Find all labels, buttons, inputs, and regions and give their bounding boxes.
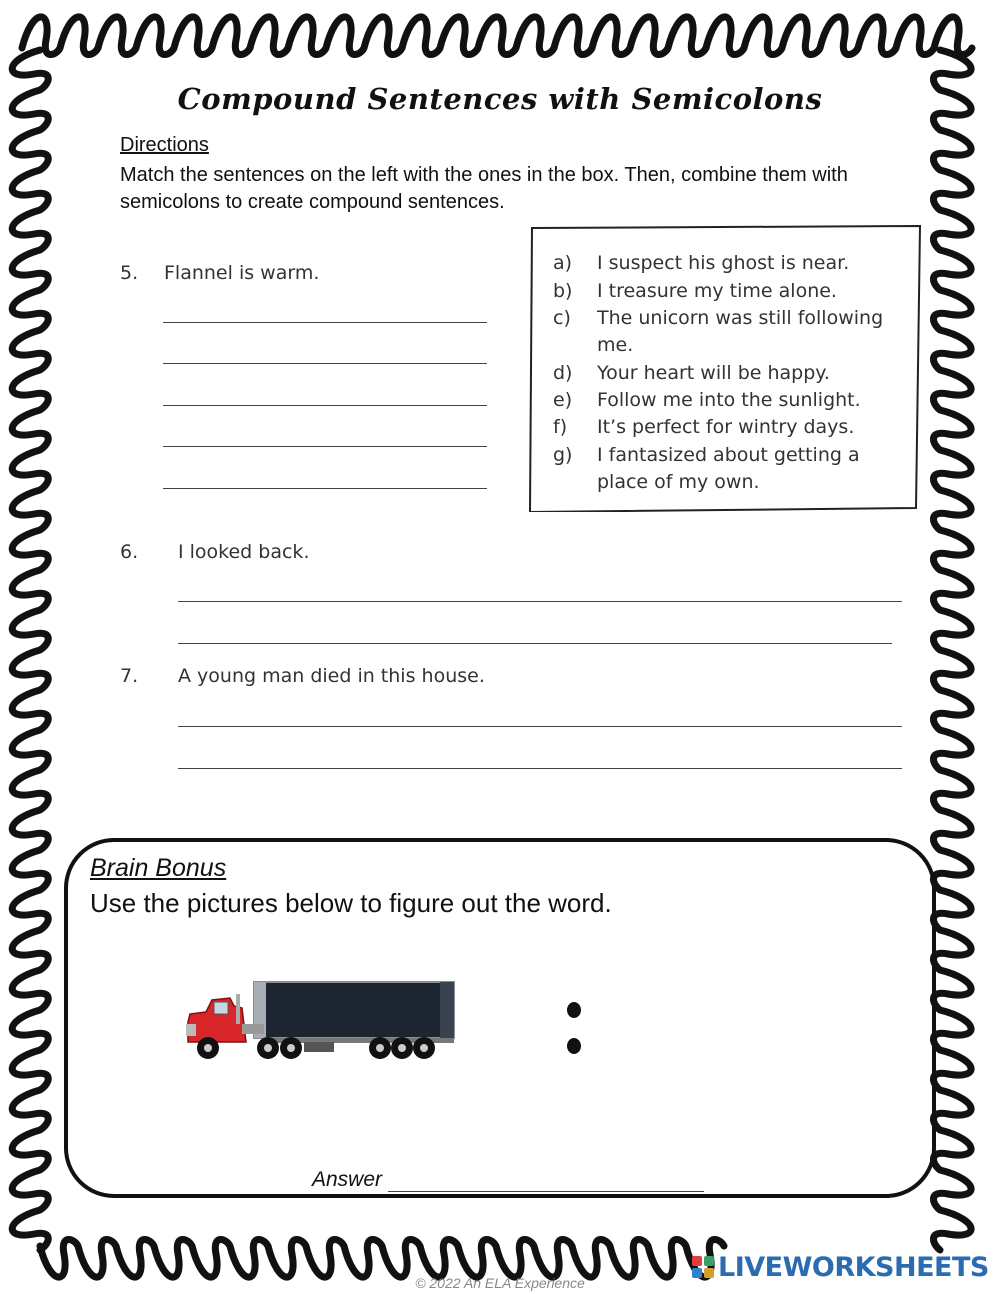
option-e: e) Follow me into the sunlight. bbox=[553, 389, 861, 411]
question-7-text: A young man died in this house. bbox=[178, 665, 485, 687]
option-a: a) I suspect his ghost is near. bbox=[553, 252, 850, 274]
answer-line[interactable] bbox=[163, 446, 487, 447]
question-6-text: I looked back. bbox=[178, 541, 310, 563]
bonus-answer-line[interactable] bbox=[388, 1191, 704, 1192]
colon-picture bbox=[560, 998, 588, 1060]
page-title: Compound Sentences with Semicolons bbox=[177, 82, 823, 116]
option-g-cont: place of my own. bbox=[597, 471, 760, 493]
answer-line[interactable] bbox=[178, 768, 902, 769]
liveworksheets-logo bbox=[692, 1250, 989, 1284]
question-5-number: 5. bbox=[120, 262, 139, 284]
liveworksheets-logo-icon bbox=[692, 1256, 714, 1278]
answer-label: Answer bbox=[312, 1168, 383, 1191]
question-6-number: 6. bbox=[120, 541, 139, 563]
answer-line[interactable] bbox=[163, 405, 487, 406]
option-c-cont: me. bbox=[597, 334, 634, 356]
option-g: g) I fantasized about getting a bbox=[553, 444, 860, 466]
option-c: c) The unicorn was still following bbox=[553, 307, 884, 329]
answer-line[interactable] bbox=[178, 643, 892, 644]
answer-line[interactable] bbox=[163, 363, 487, 364]
answer-line[interactable] bbox=[163, 488, 487, 489]
option-b: b) I treasure my time alone. bbox=[553, 280, 837, 302]
directions-heading: Directions bbox=[120, 134, 209, 156]
answer-line[interactable] bbox=[163, 322, 487, 323]
brain-bonus-heading: Brain Bonus bbox=[90, 854, 227, 882]
answer-line[interactable] bbox=[178, 726, 902, 727]
answer-line[interactable] bbox=[178, 601, 902, 602]
question-7-number: 7. bbox=[120, 665, 139, 687]
directions-text: Match the sentences on the left with the ones in the box. Then, combine them with semicolons to create compound sentences. bbox=[120, 164, 848, 213]
question-5-text: Flannel is warm. bbox=[164, 262, 320, 284]
option-d: d) Your heart will be happy. bbox=[553, 362, 830, 384]
copyright-footer: © 2022 An ELA Experience bbox=[415, 1275, 585, 1291]
truck-picture bbox=[184, 978, 484, 1064]
liveworksheets-logo-text: LIVEWORKSHEETS bbox=[718, 1251, 989, 1283]
brain-bonus-instructions: Use the pictures below to figure out the word. bbox=[90, 888, 612, 918]
option-f: f) It’s perfect for wintry days. bbox=[553, 416, 855, 438]
